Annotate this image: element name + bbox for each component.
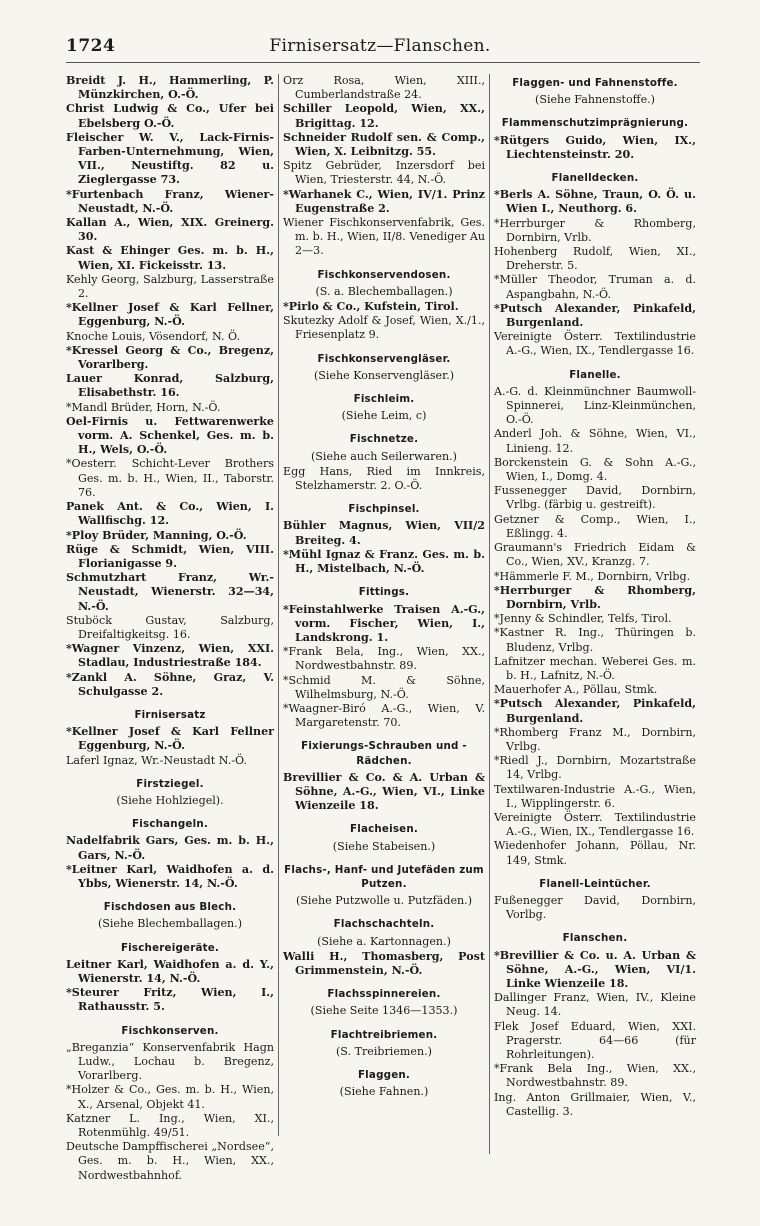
directory-entry: *Furtenbach Franz, Wiener-Neustadt, N.-Ö. — [66, 187, 274, 215]
directory-entry: Mauerhofer A., Pöllau, Stmk. — [494, 683, 658, 697]
directory-entry: Bühler Magnus, Wien, VII/2 Breiteg. 4. — [283, 519, 485, 547]
directory-entry: Laferl Ignaz, Wr.-Neustadt N.-Ö. — [66, 753, 247, 767]
directory-entry: *Feinstahlwerke Traisen A.-G., vorm. Fischer, Wien, I., Landskrong. 1. — [283, 602, 485, 644]
directory-entry: *Frank Bela Ing., Wien, XX., Nordwestbahnstr. 89. — [494, 1062, 696, 1090]
category-heading: Fischkonserven. — [121, 1024, 219, 1037]
category-heading: Firnisersatz — [134, 708, 206, 721]
directory-entry: Kast & Ehinger Ges. m. b. H., Wien, XI. Fickeisstr. 13. — [66, 244, 274, 272]
category-heading: Flaggen. — [357, 1068, 411, 1081]
directory-entry: Breidt J. H., Hammerling, P. Münzkirchen, O.-Ö. — [66, 74, 274, 102]
directory-entry: Lafnitzer mechan. Weberei Ges. m. b. H., Lafnitz, N.-Ö. — [494, 654, 696, 682]
cross-reference-note: (Siehe Stabeisen.) — [332, 839, 436, 853]
directory-entry: Getzner & Comp., Wien, I., Eßlingg. 4. — [494, 512, 696, 540]
directory-entry: *Zankl A. Söhne, Graz, V. Schulgasse 2. — [66, 670, 274, 698]
directory-entry: *Oesterr. Schicht-Lever Brothers Ges. m. b. H., Wien, II., Taborstr. 76. — [66, 457, 274, 499]
directory-entry: Christ Ludwig & Co., Ufer bei Ebelsberg O.-Ö. — [66, 102, 274, 130]
category-heading: Flachs-, Hanf- und Jutefäden zum Putzen. — [284, 863, 484, 890]
directory-entry: *Müller Theodor, Truman a. d. Aspangbahn, N.-Ö. — [494, 273, 696, 301]
directory-entry: Orz Rosa, Wien, XIII., Cumberlandstraße 24. — [283, 74, 485, 102]
directory-entry: *Putsch Alexander, Pinkafeld, Burgenland. — [494, 301, 696, 330]
directory-entry: *Kressel Georg & Co., Bregenz, Vorarlberg. — [66, 343, 274, 372]
cross-reference-note: (Siehe Konservengläser.) — [313, 368, 455, 382]
directory-entry: Katzner L. Ing., Wien, XI., Rotenmühlg. 49/51. — [66, 1111, 274, 1140]
directory-entry: Textilwaren-Industrie A.-G., Wien, I., Wipplingerstr. 6. — [494, 782, 696, 810]
directory-entry: Flek Josef Eduard, Wien, XXI. Pragerstr. 64—66 (für Rohrleitungen). — [494, 1019, 696, 1061]
directory-entry: Stuböck Gustav, Salzburg, Dreifaltigkeitsg. 16. — [66, 613, 274, 641]
directory-entry: *Berls A. Söhne, Traun, O. Ö. u. Wien I., Neuthorg. 6. — [494, 188, 696, 216]
directory-entry: *Rütgers Guido, Wien, IX., Liechtensteinstr. 20. — [494, 133, 696, 161]
directory-entry: Wiedenhofer Johann, Pöllau, Nr. 149, Stmk. — [494, 839, 696, 867]
cross-reference-note: (Siehe Putzwolle u. Putzfäden.) — [295, 894, 473, 908]
directory-entry: Fußenegger David, Dornbirn, Vorlbg. — [494, 893, 696, 922]
category-heading: Flanelldecken. — [551, 172, 639, 185]
directory-entry: *Rhomberg Franz M., Dornbirn, Vrlbg. — [494, 725, 696, 753]
category-heading: Flaggen- und Fahnenstoffe. — [512, 77, 678, 89]
directory-entry: *Schmid M. & Söhne, Wilhelmsburg, N.-Ö. — [283, 673, 485, 701]
directory-entry: *Hämmerle F. M., Dornbirn, Vrlbg. — [494, 569, 691, 583]
page-title: Firnisersatz—Flanschen. — [269, 36, 491, 56]
directory-entry: *Mandl Brüder, Horn, N.-Ö. — [66, 400, 221, 414]
directory-entry: *Mühl Ignaz & Franz. Ges. m. b. H., Mistelbach, N.-Ö. — [283, 547, 485, 576]
category-heading: Fischleim. — [353, 393, 415, 406]
directory-entry: Vereinigte Österr. Textilindustrie A.-G., Wien, IX., Tendlergasse 16. — [494, 810, 696, 839]
category-heading: Fixierungs-Schrauben und -Rädchen. — [301, 740, 467, 767]
directory-entry: Hohenberg Rudolf, Wien, XI., Dreherstr. 5. — [494, 245, 696, 273]
cross-reference-note: (Siehe Leim, c) — [341, 409, 427, 423]
directory-entry: Ing. Anton Grillmaier, Wien, V., Castellig. 3. — [494, 1090, 696, 1118]
category-heading: Fischereigeräte. — [120, 941, 220, 954]
directory-entry: *Jenny & Schindler, Telfs, Tirol. — [494, 612, 672, 626]
category-heading: Flacheisen. — [349, 823, 418, 836]
directory-entry: *Kellner Josef & Karl Fellner Eggenburg, N.-Ö. — [66, 725, 274, 753]
directory-entry: *Kellner Josef & Karl Fellner, Eggenburg, N.-Ö. — [66, 301, 274, 329]
page-number: 1724 — [66, 36, 116, 56]
directory-entry: *Ploy Brüder, Manning, O.-Ö. — [66, 528, 247, 542]
directory-entry: *Kastner R. Ing., Thüringen b. Bludenz, Vrlbg. — [494, 626, 696, 654]
directory-entry: Brevillier & Co. & A. Urban & Söhne, A.-G., Wien, VI., Linke Wienzeile 18. — [283, 770, 485, 813]
category-heading: Flachschachteln. — [333, 918, 435, 931]
column-3 — [494, 74, 696, 1119]
category-heading: Fittings. — [358, 586, 410, 599]
directory-entry: Wiener Fischkonservenfabrik, Ges. m. b. H., Wien, II/8. Venediger Au 2—3. — [283, 216, 485, 258]
directory-entry: „Breganzia“ Konservenfabrik Hagn Ludw., Lochau b. Bregenz, Vorarlberg. — [66, 1040, 274, 1083]
directory-entry: Leitner Karl, Waidhofen a. d. Y., Wienerstr. 14, N.-Ö. — [66, 957, 274, 985]
category-heading: Fischnetze. — [349, 433, 419, 446]
directory-entry: Spitz Gebrüder, Inzersdorf bei Wien, Triesterstr. 44, N.-Ö. — [283, 159, 485, 187]
directory-entry: Rüge & Schmidt, Wien, VIII. Florianigasse 9. — [66, 542, 274, 570]
directory-entry: Graumann's Friedrich Eidam & Co., Wien, XV., Kranzg. 7. — [494, 541, 696, 569]
category-heading: Flachsspinnereien. — [327, 988, 441, 1001]
directory-entry: Dallinger Franz, Wien, IV., Kleine Neug. 14. — [494, 991, 696, 1019]
category-heading: Flanschen. — [562, 932, 628, 945]
directory-entry: *Leitner Karl, Waidhofen a. d. Ybbs, Wienerstr. 14, N.-Ö. — [66, 862, 274, 890]
directory-entry: *Steurer Fritz, Wien, I., Rathausstr. 5. — [66, 986, 274, 1014]
directory-entry: Egg Hans, Ried im Innkreis, Stelzhamerstr. 2. O.-Ö. — [283, 464, 485, 493]
directory-entry: Vereinigte Österr. Textilindustrie A.-G., Wien, IX., Tendlergasse 16. — [494, 330, 696, 358]
directory-entry: Nadelfabrik Gars, Ges. m. b. H., Gars, N.-Ö. — [66, 834, 274, 862]
cross-reference-note: (S. a. Blechemballagen.) — [315, 284, 453, 298]
category-heading: Fischkonservendosen. — [317, 268, 451, 281]
cross-reference-note: (Siehe Fahnenstoffe.) — [535, 93, 655, 107]
cross-reference-note: (Siehe Seite 1346—1353.) — [310, 1004, 458, 1018]
column-2 — [283, 74, 485, 1100]
category-heading: Fischangeln. — [132, 818, 208, 831]
cross-reference-note: (Siehe Fahnen.) — [339, 1085, 429, 1099]
directory-entry: Knoche Louis, Vösendorf, N. Ö. — [66, 329, 240, 343]
directory-entry: A.-G. d. Kleinmünchner Baumwoll-Spinnerei, Linz-Kleinmünchen, O.-Ö. — [494, 384, 696, 427]
column-divider — [278, 74, 279, 1136]
directory-entry: *Waagner-Biró A.-G., Wien, V. Margaretenstr. 70. — [283, 701, 485, 730]
directory-entry: Panek Ant. & Co., Wien, I. Wallfischg. 12. — [66, 500, 274, 528]
directory-entry: *Herrburger & Rhomberg, Dornbirn, Vrlb. — [494, 216, 696, 244]
directory-entry: *Herrburger & Rhomberg, Dornbirn, Vrlb. — [494, 583, 696, 611]
directory-entry: *Brevillier & Co. u. A. Urban & Söhne, A.-G., Wien, VI/1. Linke Wienzeile 18. — [494, 948, 696, 990]
directory-entry: *Wagner Vinzenz, Wien, XXI. Stadlau, Industriestraße 184. — [66, 642, 274, 670]
cross-reference-note: (Siehe Hohlziegel). — [116, 793, 224, 807]
directory-entry: Schneider Rudolf sen. & Comp., Wien, X. Leibnitzg. 55. — [283, 130, 485, 159]
category-heading: Flanelle. — [569, 368, 621, 381]
directory-entry: Fleischer W. V., Lack-Firnis-Farben-Unternehmung, Wien, VII., Neustiftg. 82 u. Zieglergasse 73. — [66, 130, 274, 187]
category-heading: Flammenschutzimprägnierung. — [501, 117, 689, 130]
header-rule — [66, 62, 700, 63]
category-heading: Fischdosen aus Blech. — [103, 901, 237, 914]
directory-entry: *Holzer & Co., Ges. m. b. H., Wien, X., Arsenal, Objekt 41. — [66, 1083, 274, 1111]
directory-entry: Borckenstein G. & Sohn A.-G., Wien, I., Domg. 4. — [494, 455, 696, 484]
category-heading: Flanell-Leintücher. — [539, 877, 651, 890]
directory-entry: Oel-Firnis u. Fettwarenwerke vorm. A. Schenkel, Ges. m. b. H., Wels, O.-Ö. — [66, 414, 274, 457]
directory-entry: Walli H., Thomasberg, Post Grimmenstein, N.-Ö. — [283, 949, 485, 977]
directory-entry: Lauer Konrad, Salzburg, Elisabethstr. 16. — [66, 372, 274, 400]
directory-entry: Schiller Leopold, Wien, XX., Brigittag. 12. — [283, 102, 485, 130]
directory-entry: *Riedl J., Dornbirn, Mozartstraße 14, Vrlbg. — [494, 754, 696, 782]
directory-entry: Skutezky Adolf & Josef, Wien, X./1., Friesenplatz 9. — [283, 314, 485, 342]
directory-entry: Deutsche Dampffischerei „Nordsee“, Ges. m. b. H., Wien, XX., Nordwestbahnhof. — [66, 1140, 274, 1182]
cross-reference-note: (S. Treibriemen.) — [335, 1044, 432, 1058]
cross-reference-note: (Siehe a. Kartonnagen.) — [317, 934, 451, 948]
directory-entry: *Frank Bela, Ing., Wien, XX., Nordwestbahnstr. 89. — [283, 645, 485, 673]
cross-reference-note: (Siehe auch Seilerwaren.) — [310, 449, 458, 463]
cross-reference-note: (Siehe Blechemballagen.) — [97, 917, 243, 931]
directory-entry: *Pirlo & Co., Kufstein, Tirol. — [283, 300, 459, 314]
directory-entry: Fussenegger David, Dornbirn, Vrlbg. (färbig u. gestreift). — [494, 484, 696, 512]
column-divider — [489, 74, 490, 1154]
category-heading: Fischkonservengläser. — [317, 352, 451, 365]
directory-entry: Kallan A., Wien, XIX. Greinerg. 30. — [66, 216, 274, 244]
column-1 — [66, 74, 274, 1183]
directory-entry: *Putsch Alexander, Pinkafeld, Burgenland. — [494, 697, 696, 725]
category-heading: Flachtreibriemen. — [330, 1028, 438, 1041]
directory-entry: Schmutzhart Franz, Wr.-Neustadt, Wienerstr. 32—34, N.-Ö. — [66, 571, 274, 613]
directory-entry: *Warhanek C., Wien, IV/1. Prinz Eugenstraße 2. — [283, 187, 485, 215]
directory-entry: Anderl Joh. & Söhne, Wien, VI., Linieng. 12. — [494, 427, 696, 455]
category-heading: Firstziegel. — [136, 777, 204, 790]
directory-entry: Kehly Georg, Salzburg, Lasserstraße 2. — [66, 272, 274, 301]
category-heading: Fischpinsel. — [348, 503, 420, 516]
